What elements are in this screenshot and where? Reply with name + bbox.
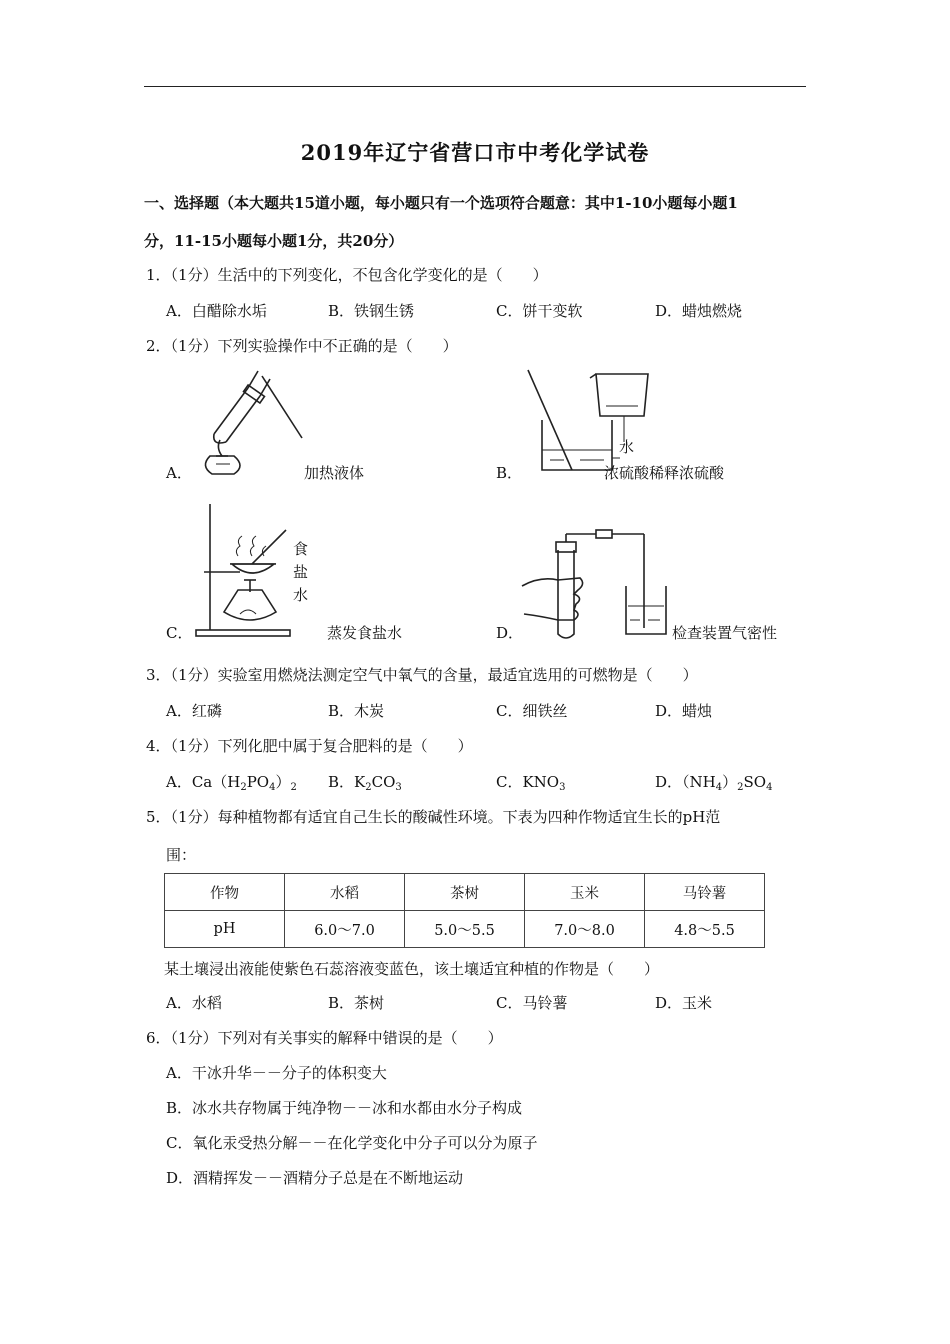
- question-6-stem: 6．（1分）下列对有关事实的解释中错误的是（ ）: [146, 1029, 503, 1047]
- table-cell: 水稻: [285, 874, 405, 911]
- header-rule: [144, 86, 806, 87]
- q3-option-c: C．细铁丝: [496, 702, 568, 720]
- table-cell: 6.0～7.0: [285, 911, 405, 948]
- question-3-stem: 3．（1分）实验室用燃烧法测定空气中氧气的含量，最适宜选用的可燃物是（ ）: [146, 666, 698, 684]
- table-cell: 作物: [165, 874, 285, 911]
- q2-option-d-caption: 检查装置气密性: [672, 624, 778, 642]
- q2-option-a-letter: A．: [166, 464, 192, 482]
- ph-range-table: [164, 873, 765, 948]
- salt-label-2: 盐: [293, 563, 309, 581]
- question-2-stem: 2．（1分）下列实验操作中不正确的是（ ）: [146, 337, 458, 355]
- q2-option-d-letter: D．: [496, 624, 524, 642]
- question-5-stem-line1: 5．（1分）每种植物都有适宜自己生长的酸碱性环境。下表为四种作物适宜生长的pH范: [146, 808, 721, 826]
- table-cell: 玉米: [525, 874, 645, 911]
- table-header-row: [165, 874, 765, 911]
- q3-option-a: A．红磷: [166, 702, 222, 720]
- table-cell: 马铃薯: [645, 874, 765, 911]
- q5-option-a: A．水稻: [166, 994, 222, 1012]
- q6-option-a: A．干冰升华－－分子的体积变大: [166, 1064, 387, 1082]
- question-5-stem-line2: 围：: [166, 846, 197, 864]
- table-cell: 茶树: [405, 874, 525, 911]
- section-heading-line2: 分，11-15小题每小题1分，共20分）: [144, 232, 404, 250]
- evaporating-salt-water-illustration: [194, 500, 294, 640]
- q5-option-b: B．茶树: [328, 994, 385, 1012]
- q4-option-c: C．$KNO_3$: [496, 773, 566, 793]
- q6-option-d: D．酒精挥发－－酒精分子总是在不断地运动: [166, 1169, 464, 1187]
- page-title: 2019年辽宁省营口市中考化学试卷: [300, 140, 650, 165]
- q6-option-c: C．氧化汞受热分解－－在化学变化中分子可以分为原子: [166, 1134, 538, 1152]
- question-5-follow: 某土壤浸出液能使紫色石蕊溶液变蓝色，该土壤适宜种植的作物是（ ）: [164, 960, 660, 978]
- q5-option-d: D．玉米: [655, 994, 713, 1012]
- q3-option-b: B．木炭: [328, 702, 385, 720]
- heating-liquid-illustration: [190, 366, 310, 482]
- table-cell: 4.8～5.5: [645, 911, 765, 948]
- q4-option-a: A．$Ca(H_2PO_4)_2$: [166, 773, 297, 793]
- water-label: 水: [619, 438, 635, 456]
- q2-option-a-caption: 加热液体: [304, 464, 365, 482]
- q5-option-c: C．马铃薯: [496, 994, 568, 1012]
- q3-option-d: D．蜡烛: [655, 702, 713, 720]
- q4-option-b: B．$K_2CO_3$: [328, 773, 402, 793]
- salt-label-3: 水: [293, 586, 309, 604]
- q1-option-c: C．饼干变软: [496, 302, 583, 320]
- q2-option-b-letter: B．: [496, 464, 523, 482]
- q2-option-c-letter: C．: [166, 624, 193, 642]
- q2-option-b-caption: 浓硫酸稀释浓硫酸: [604, 464, 725, 482]
- table-cell: 7.0～8.0: [525, 911, 645, 948]
- q6-option-b: B．冰水共存物属于纯净物－－冰和水都由水分子构成: [166, 1099, 523, 1117]
- q1-option-b: B．铁钢生锈: [328, 302, 415, 320]
- q1-option-d: D．蜡烛燃烧: [655, 302, 743, 320]
- salt-label-1: 食: [293, 540, 309, 558]
- section-heading-line1: 一、选择题（本大题共15道小题，每小题只有一个选项符合题意：其中1-10小题每小题1: [144, 194, 738, 212]
- airtightness-check-illustration: [520, 524, 674, 644]
- table-cell: pH: [165, 911, 285, 948]
- table-row: [165, 911, 765, 948]
- table-cell: 5.0～5.5: [405, 911, 525, 948]
- q1-option-a: A．白醋除水垢: [166, 302, 267, 320]
- q4-option-d: D．$(NH_4)_2SO_4$: [655, 773, 773, 793]
- q2-option-c-caption: 蒸发食盐水: [327, 624, 403, 642]
- question-4-stem: 4．（1分）下列化肥中属于复合肥料的是（ ）: [146, 737, 473, 755]
- question-1-stem: 1．（1分）生活中的下列变化，不包含化学变化的是（ ）: [146, 266, 548, 284]
